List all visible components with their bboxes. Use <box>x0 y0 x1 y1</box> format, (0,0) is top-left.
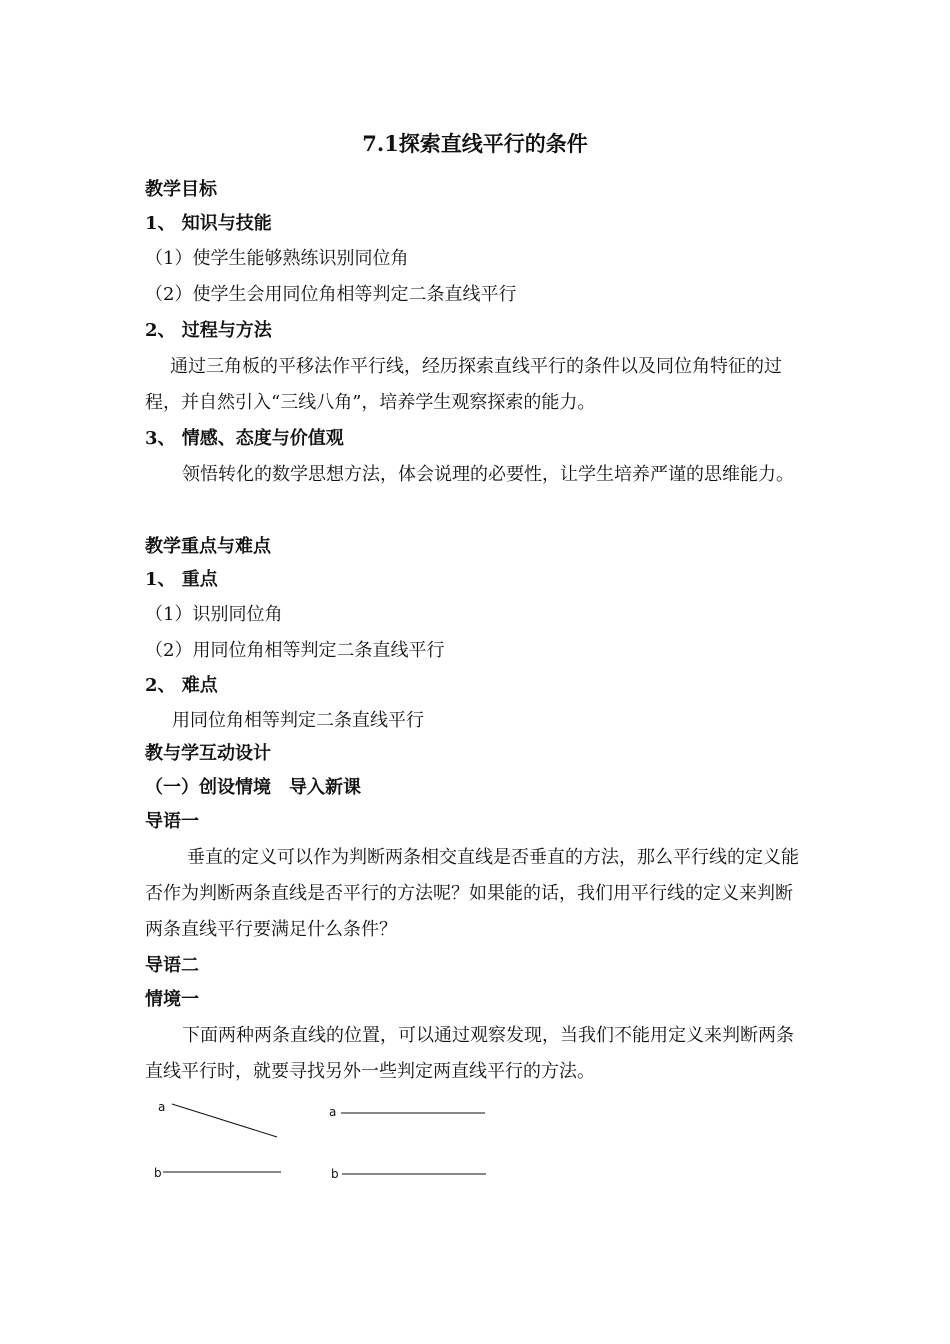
label-b-right: b <box>331 1167 339 1181</box>
paragraph-difficulty: 用同位角相等判定二条直线平行 <box>172 710 424 731</box>
list-item: （1）使学生能够熟练识别同位角 <box>145 248 409 269</box>
line-a-slanted <box>172 1104 277 1137</box>
scene1-label: 情境一 <box>145 989 199 1010</box>
section-heading-design: 教与学互动设计 <box>145 743 271 764</box>
page-title: 7.1探索直线平行的条件 <box>362 131 588 156</box>
list-item: （1）识别同位角 <box>145 604 283 625</box>
intro1-label: 导语一 <box>145 811 199 832</box>
subsection-key: 1、 重点 <box>145 569 218 590</box>
paragraph-attitude: 领悟转化的数学思想方法，体会说理的必要性，让学生培养严谨的思维能力。 <box>182 464 794 485</box>
section-heading-goals: 教学目标 <box>145 179 217 200</box>
list-item: （2）用同位角相等判定二条直线平行 <box>145 640 445 661</box>
label-b-left: b <box>154 1166 162 1180</box>
subsection-process: 2、 过程与方法 <box>145 320 272 341</box>
label-a-left: a <box>158 1100 166 1114</box>
subsection-knowledge: 1、 知识与技能 <box>145 213 272 234</box>
paragraph-process: 通过三角板的平移法作平行线，经历探索直线平行的条件以及同位角特征的过程，并自然引入“三线八角”，培养学生观察探索的能力。 <box>145 356 782 413</box>
paragraph-scene1: 下面两种两条直线的位置，可以通过观察发现，当我们不能用定义来判断两条直线平行时，就要寻找另外一些判定两直线平行的方法。 <box>145 1025 794 1082</box>
subsection-difficulty: 2、 难点 <box>145 675 218 696</box>
subsection-attitude: 3、 情感、态度与价值观 <box>145 428 344 449</box>
intro2-label: 导语二 <box>145 955 199 976</box>
section-heading-key: 教学重点与难点 <box>145 536 271 557</box>
list-item: （2）使学生会用同位角相等判定二条直线平行 <box>145 284 517 305</box>
label-a-right: a <box>329 1105 337 1119</box>
lines-figure <box>140 1095 500 1195</box>
paragraph-intro1: 垂直的定义可以作为判断两条相交直线是否垂直的方法，那么平行线的定义能否作为判断两条直线是否平行的方法呢？如果能的话，我们用平行线的定义来判断两条直线平行要满足什么条件？ <box>145 847 799 940</box>
part-heading: （一）创设情境 导入新课 <box>145 777 361 798</box>
